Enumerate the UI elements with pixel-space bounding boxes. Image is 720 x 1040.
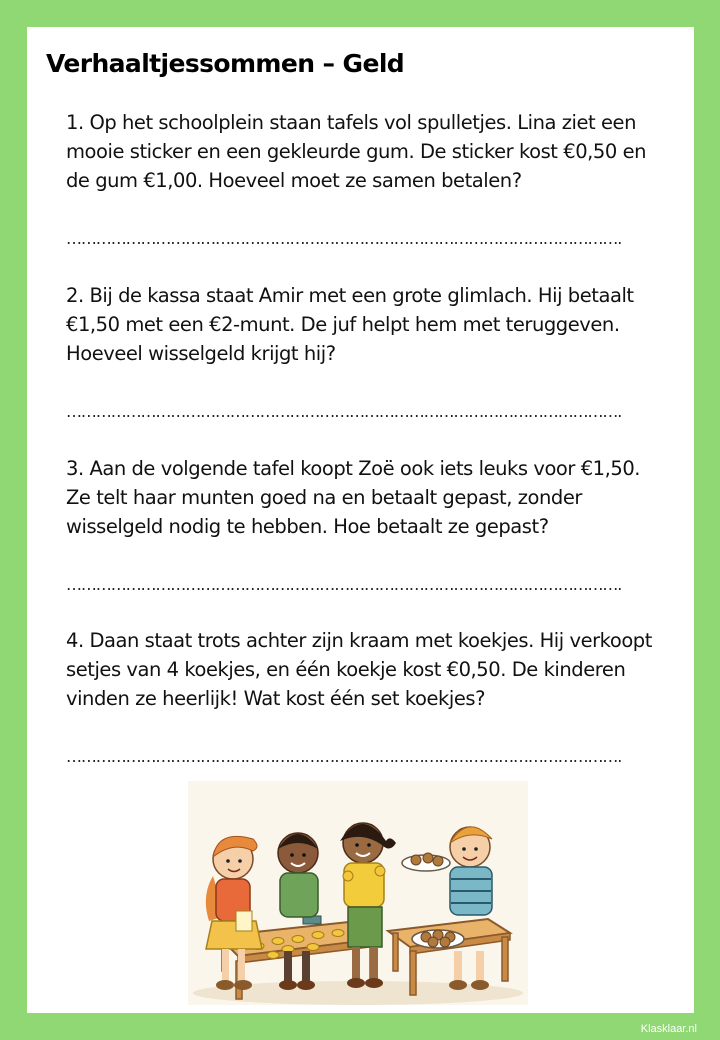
question-2: 2. Bij de kassa staat Amir met een grote glimlach. Hij betaalt €1,50 met een €2-munt. De juf helpt hem met teruggeven. Hoeveel wisselgeld krijgt hij?: [66, 284, 634, 365]
answer-line-4[interactable]: ………………………………………………………………………………………………….: [66, 747, 622, 766]
answer-line-1[interactable]: ………………………………………………………………………………………………….: [66, 229, 622, 248]
answer-line-2[interactable]: ………………………………………………………………………………………………….: [66, 402, 622, 421]
worksheet: [27, 27, 694, 1013]
question-3: 3. Aan de volgende tafel koopt Zoë ook iets leuks voor €1,50. Ze telt haar munten goed na en betaalt gepast, zonder wisselgeld nodig te hebben. Hoe betaalt ze gepast?: [66, 457, 641, 538]
question-1: 1. Op het schoolplein staan tafels vol spulletjes. Lina ziet een mooie sticker en een gekleurde gum. De sticker kost €0,50 en de gum €1,00. Hoeveel moet ze samen betalen?: [66, 111, 647, 192]
footer-site-label: Klasklaar.nl: [640, 1023, 697, 1035]
children-market-illustration: [188, 781, 528, 1005]
question-4: 4. Daan staat trots achter zijn kraam met koekjes. Hij verkoopt setjes van 4 koekjes, en één koekje kost €0,50. De kinderen vinden ze heerlijk! Wat kost één set koekjes?: [66, 629, 652, 710]
answer-line-3[interactable]: ………………………………………………………………………………………………….: [66, 575, 622, 594]
worksheet-title: Verhaaltjessommen – Geld: [46, 49, 405, 78]
